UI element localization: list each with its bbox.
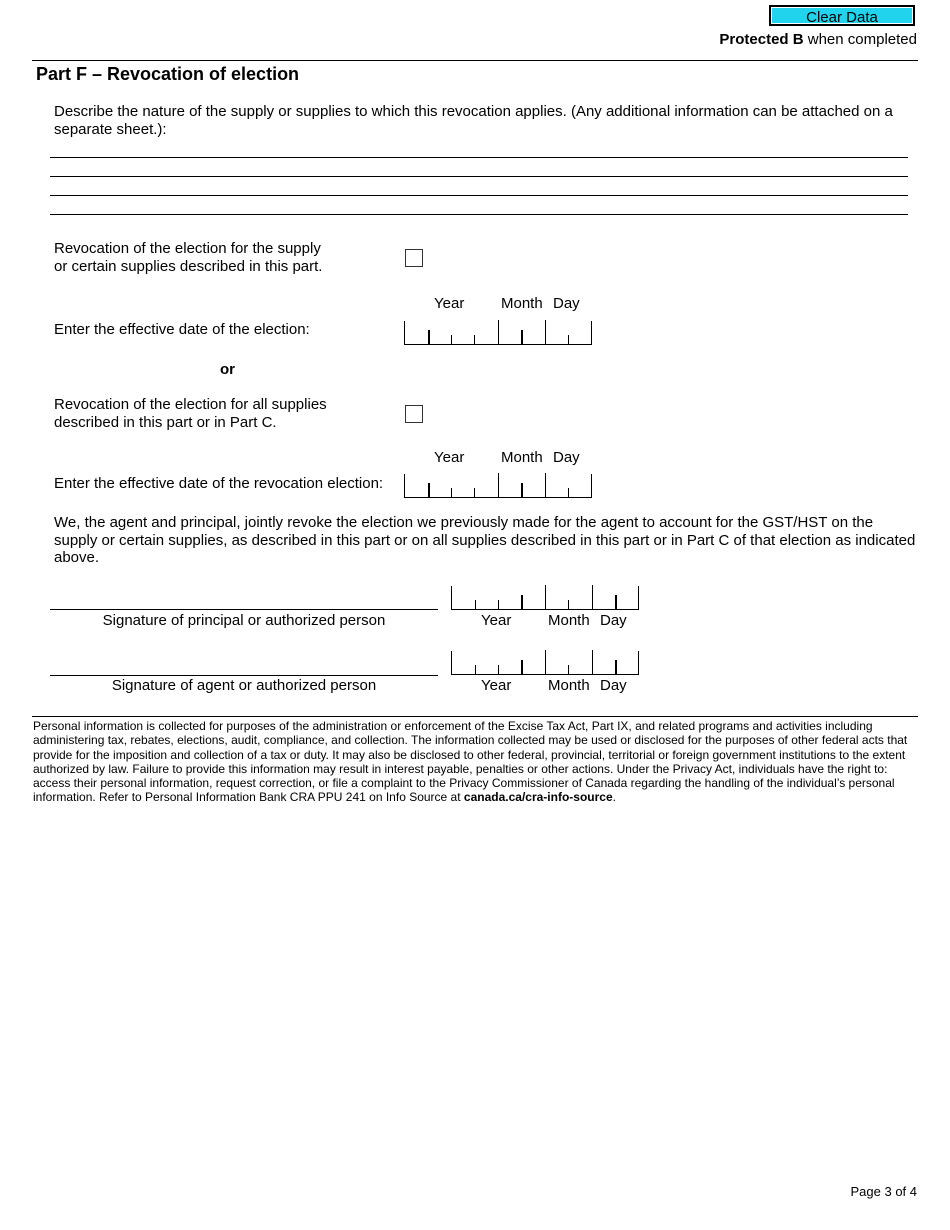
revoke-all-line1: Revocation of the election for all supplies [54,396,327,413]
privacy-end: . [612,790,616,805]
date-divider [475,665,476,674]
protected-b-notice [719,31,917,48]
date-divider [615,595,617,609]
date-divider [545,320,546,344]
date1-day-label: Day [553,295,580,312]
revoke-all-line2: described in this part or in Part C. [54,413,277,431]
date-divider [521,483,523,497]
date-divider [498,600,499,609]
date-divider [498,665,499,674]
agent-signature-label: Signature of agent or authorized person [111,677,377,694]
date-divider [545,650,546,674]
date-divider [545,585,546,609]
date1-label: Enter the effective date of the election: [54,321,310,338]
date1-year-label: Year [434,295,465,312]
info-source-link[interactable]: canada.ca/cra-info-source [463,790,613,805]
date1-month-label: Month [501,295,543,312]
date-divider [451,335,452,344]
date-divider [451,488,452,497]
date-divider [498,320,499,344]
date2-day-label: Day [553,449,580,466]
description-text-area[interactable] [50,140,908,216]
date-divider [568,600,569,609]
agent-signature-line[interactable] [50,675,438,676]
date-divider [568,335,569,344]
date-divider [592,650,593,674]
description-line [50,214,908,215]
protected-b-label: Protected B [719,31,804,48]
date2-label: Enter the effective date of the revocation election: [54,475,384,492]
effective-date-input[interactable] [404,321,592,345]
revoke-certain-checkbox[interactable] [405,249,423,267]
date-divider [521,330,523,344]
agent-year-label: Year [481,677,512,694]
date-divider [545,473,546,497]
date-divider [474,335,475,344]
date-divider [521,660,523,674]
agent-month-label: Month [548,677,590,694]
revoke-all-checkbox[interactable] [405,405,423,423]
principal-signature-date-input[interactable] [451,586,639,610]
part-title: Part F – Revocation of election [36,64,300,84]
date-divider [428,483,430,497]
description-line [50,176,908,177]
principal-month-label: Month [548,612,590,629]
date-divider [568,488,569,497]
revocation-date-input[interactable] [404,474,592,498]
revoke-certain-line2: or certain supplies described in this part. [54,257,323,275]
protected-suffix: when completed [803,31,917,48]
description-line [50,195,908,196]
date-divider [592,585,593,609]
description-line [50,157,908,158]
principal-signature-line[interactable] [50,609,438,610]
agent-signature-date-input[interactable] [451,651,639,675]
date-divider [568,665,569,674]
date-divider [615,660,617,674]
revoke-all-label [54,396,327,431]
date2-month-label: Month [501,449,543,466]
date-divider [428,330,430,344]
or-separator: or [220,361,235,378]
date-divider [474,488,475,497]
principal-day-label: Day [600,612,627,629]
date-divider [475,600,476,609]
revoke-certain-label [54,240,322,275]
revocation-statement: We, the agent and principal, jointly revoke the election we previously made for the agent to account for the GST/HST on the supply or certain supplies, as described in this part or on all supplies described in this part or in Part C of that election as indicated above. [54,514,916,566]
privacy-notice [33,719,918,805]
footer-divider [32,716,918,717]
describe-instruction: Describe the nature of the supply or supplies to which this revocation applies. (Any additional information can be attached on a separate sheet.): [54,103,893,138]
principal-signature-label: Signature of principal or authorized person [102,612,386,629]
date-divider [521,595,523,609]
page-number: Page 3 of 4 [850,1184,917,1199]
privacy-text: Personal information is collected for purposes of the administration or enforcement of the Excise Tax Act, Part IX, and related programs and activities including administering tax, rebates, elections, audit, compliance, and collection. The information collected may be used or disclosed for the purposes of other federal acts that provide for the imposition and collection of a tax or duty. It may also be disclosed to other federal, provincial, territorial or foreign government institutions to the extent authorized by law. Failure to provide this information may result in interest payable, penalties or other actions. Under the Privacy Act, individuals have the right to: access their personal information, request correction, or file a complaint to the Privacy Commissioner of Canada regarding the handling of the individual’s personal information. Refer to Personal Information Bank CRA PPU 241 on Info Source at [33,719,908,805]
agent-day-label: Day [600,677,627,694]
date2-year-label: Year [434,449,465,466]
header-divider [32,60,918,61]
clear-data-button[interactable]: Clear Data [769,5,915,26]
principal-year-label: Year [481,612,512,629]
date-divider [498,473,499,497]
revoke-certain-line1: Revocation of the election for the supply [54,240,321,257]
